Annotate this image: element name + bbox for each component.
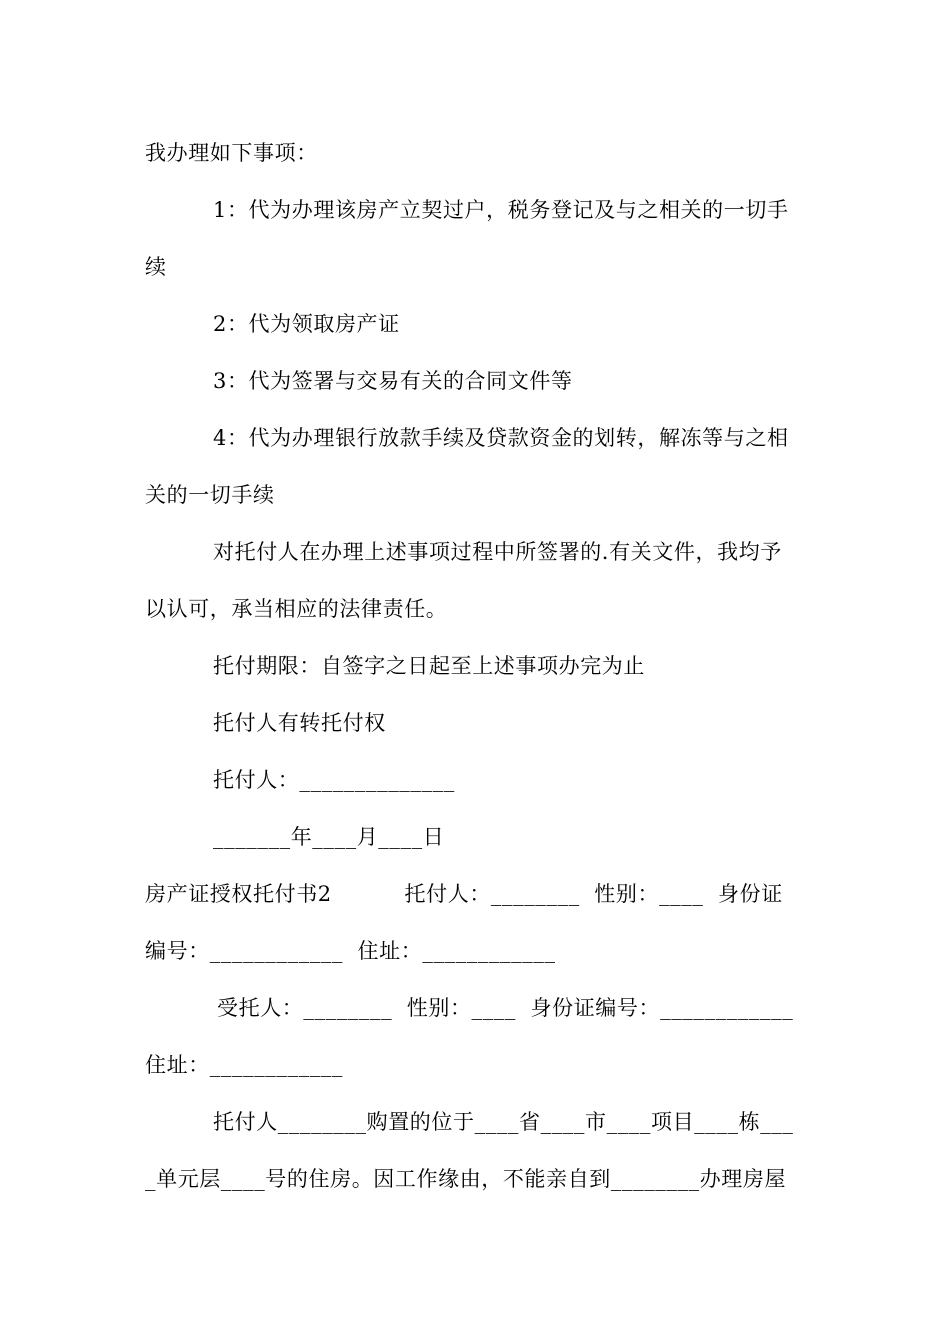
item-4-line: 4：代为办理银行放款手续及贷款资金的划转，解冻等与之相 <box>213 426 789 450</box>
property-location-line: 托付人________购置的位于____省____市____项目____栋___ <box>213 1110 794 1134</box>
date-line: _______年____月____日 <box>213 825 445 849</box>
approval-continuation: 以认可，承当相应的法律责任。 <box>145 597 448 621</box>
intro-line: 我办理如下事项： <box>145 141 318 165</box>
agent-info-line: 受托人：________ 性别：____ 身份证编号：____________ <box>217 996 794 1020</box>
item-3-line: 3：代为签署与交易有关的合同文件等 <box>213 369 573 393</box>
term-line: 托付期限：自签字之日起至上述事项办完为止 <box>213 654 645 678</box>
item-1-continuation: 续 <box>145 255 167 279</box>
agent-address-line: 住址：____________ <box>145 1053 343 1077</box>
principal-id-address-line: 编号：____________ 住址：____________ <box>145 939 556 963</box>
item-4-continuation: 关的一切手续 <box>145 483 275 507</box>
transfer-right-line: 托付人有转托付权 <box>213 711 386 735</box>
approval-line: 对托付人在办理上述事项过程中所签署的.有关文件，我均予 <box>213 540 782 564</box>
item-2-line: 2：代为领取房产证 <box>213 312 400 336</box>
second-document-heading-line: 房产证授权托付书2 托付人：________ 性别：____ 身份证 <box>145 882 783 906</box>
item-1-line: 1：代为办理该房产立契过户，税务登记及与之相关的一切手 <box>213 198 789 222</box>
principal-signature-line: 托付人：______________ <box>213 768 455 792</box>
property-unit-line: _单元层____号的住房。因工作缘由，不能亲自到________办理房屋 <box>145 1167 787 1191</box>
